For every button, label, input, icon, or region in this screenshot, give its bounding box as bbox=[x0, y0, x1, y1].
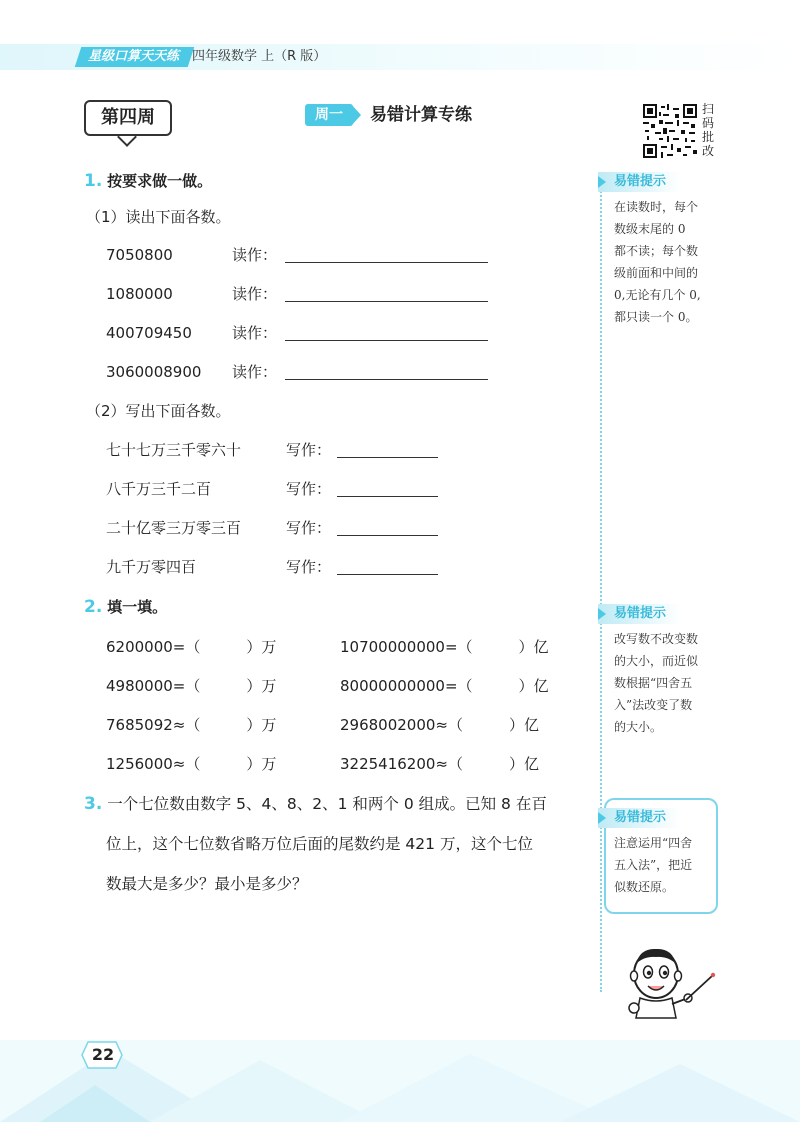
tip-1-body: 在读数时，每个 数级末尾的 0 都不读；每个数 级前面和中间的 0,无论有几个 0, 都只读一个 0。 bbox=[614, 200, 701, 324]
q2-title: 填一填。 bbox=[107, 598, 168, 616]
q1-part1: （1）读出下面各数。 bbox=[86, 208, 231, 226]
triangle-icon bbox=[598, 176, 606, 188]
fill-right-4: 3225416200≈（ ）亿 bbox=[340, 755, 540, 773]
read-answer-line-2[interactable] bbox=[285, 301, 488, 302]
q2-number: 2. bbox=[84, 597, 103, 617]
read-label-2: 读作： bbox=[232, 285, 278, 303]
q3-number: 3. bbox=[84, 794, 103, 814]
day-arrow bbox=[351, 104, 361, 126]
write-answer-line-2[interactable] bbox=[337, 496, 438, 497]
read-label-3: 读作： bbox=[232, 324, 278, 342]
sidebar-rule bbox=[600, 172, 602, 992]
read-label-1: 读作： bbox=[232, 246, 278, 264]
q3-line-3: 数最大是多少？最小是多少？ bbox=[106, 875, 308, 893]
read-answer-line-1[interactable] bbox=[285, 262, 488, 263]
tip-1-header: 易错提示 bbox=[598, 172, 680, 192]
read-number-2: 1080000 bbox=[106, 285, 173, 303]
write-answer-line-1[interactable] bbox=[337, 457, 438, 458]
qr-label: 扫 码 批 改 bbox=[702, 102, 715, 158]
book-title: 四年级数学 上（R 版） bbox=[192, 49, 327, 64]
q1-number: 1. bbox=[84, 171, 103, 191]
q1-part2: （2）写出下面各数。 bbox=[86, 402, 231, 420]
write-words-1: 七十七万三千零六十 bbox=[106, 441, 242, 459]
write-words-2: 八千万三千二百 bbox=[106, 480, 212, 498]
tip-2-body: 改写数不改变数 的大小，而近似 数根据“四舍五 入”法改变了数 的大小。 bbox=[614, 632, 699, 734]
fill-right-3: 2968002000≈（ ）亿 bbox=[340, 716, 540, 734]
read-number-1: 7050800 bbox=[106, 246, 173, 264]
triangle-icon bbox=[598, 812, 606, 824]
cartoon-boy-icon bbox=[620, 938, 720, 1028]
write-answer-line-4[interactable] bbox=[337, 574, 438, 575]
tip-2-header: 易错提示 bbox=[598, 604, 680, 624]
qr-code-icon[interactable] bbox=[643, 104, 697, 158]
fill-left-4: 1256000≈（ ）万 bbox=[106, 755, 277, 773]
q3-line-1: 3. 一个七位数由数字 5、4、8、2、1 和两个 0 组成。已知 8 在百 bbox=[84, 794, 547, 814]
tip-3-header: 易错提示 bbox=[598, 808, 680, 828]
fill-right-1: 10700000000=（ ）亿 bbox=[340, 638, 549, 656]
fill-left-1: 6200000=（ ）万 bbox=[106, 638, 277, 656]
write-words-3: 二十亿零三万零三百 bbox=[106, 519, 242, 537]
tip-3-body: 注意运用“四舍 五入法”，把近 似数还原。 bbox=[614, 836, 693, 894]
triangle-icon bbox=[598, 608, 606, 620]
q2-heading bbox=[84, 596, 167, 618]
page-number: 22 bbox=[91, 1045, 115, 1064]
write-label-4: 写作： bbox=[286, 558, 332, 576]
write-answer-line-3[interactable] bbox=[337, 535, 438, 536]
read-label-4: 读作： bbox=[232, 363, 278, 381]
q1-title: 按要求做一做。 bbox=[107, 172, 213, 190]
write-words-4: 九千万零四百 bbox=[106, 558, 197, 576]
read-answer-line-3[interactable] bbox=[285, 340, 488, 341]
week-badge: 第四周 bbox=[84, 100, 172, 136]
fill-right-2: 80000000000=（ ）亿 bbox=[340, 677, 549, 695]
day-label: 周一 bbox=[305, 104, 353, 126]
q3-line-2: 位上，这个七位数省略万位后面的尾数约是 421 万，这个七位 bbox=[106, 835, 533, 853]
write-label-3: 写作： bbox=[286, 519, 332, 537]
write-label-2: 写作： bbox=[286, 480, 332, 498]
read-answer-line-4[interactable] bbox=[285, 379, 488, 380]
fill-left-2: 4980000=（ ）万 bbox=[106, 677, 277, 695]
series-tag: 星级口算天天练 bbox=[75, 47, 195, 67]
read-number-4: 3060008900 bbox=[106, 363, 202, 381]
write-label-1: 写作： bbox=[286, 441, 332, 459]
section-title: 易错计算专练 bbox=[370, 105, 472, 125]
fill-left-3: 7685092≈（ ）万 bbox=[106, 716, 277, 734]
q1-heading bbox=[84, 170, 212, 192]
read-number-3: 400709450 bbox=[106, 324, 192, 342]
